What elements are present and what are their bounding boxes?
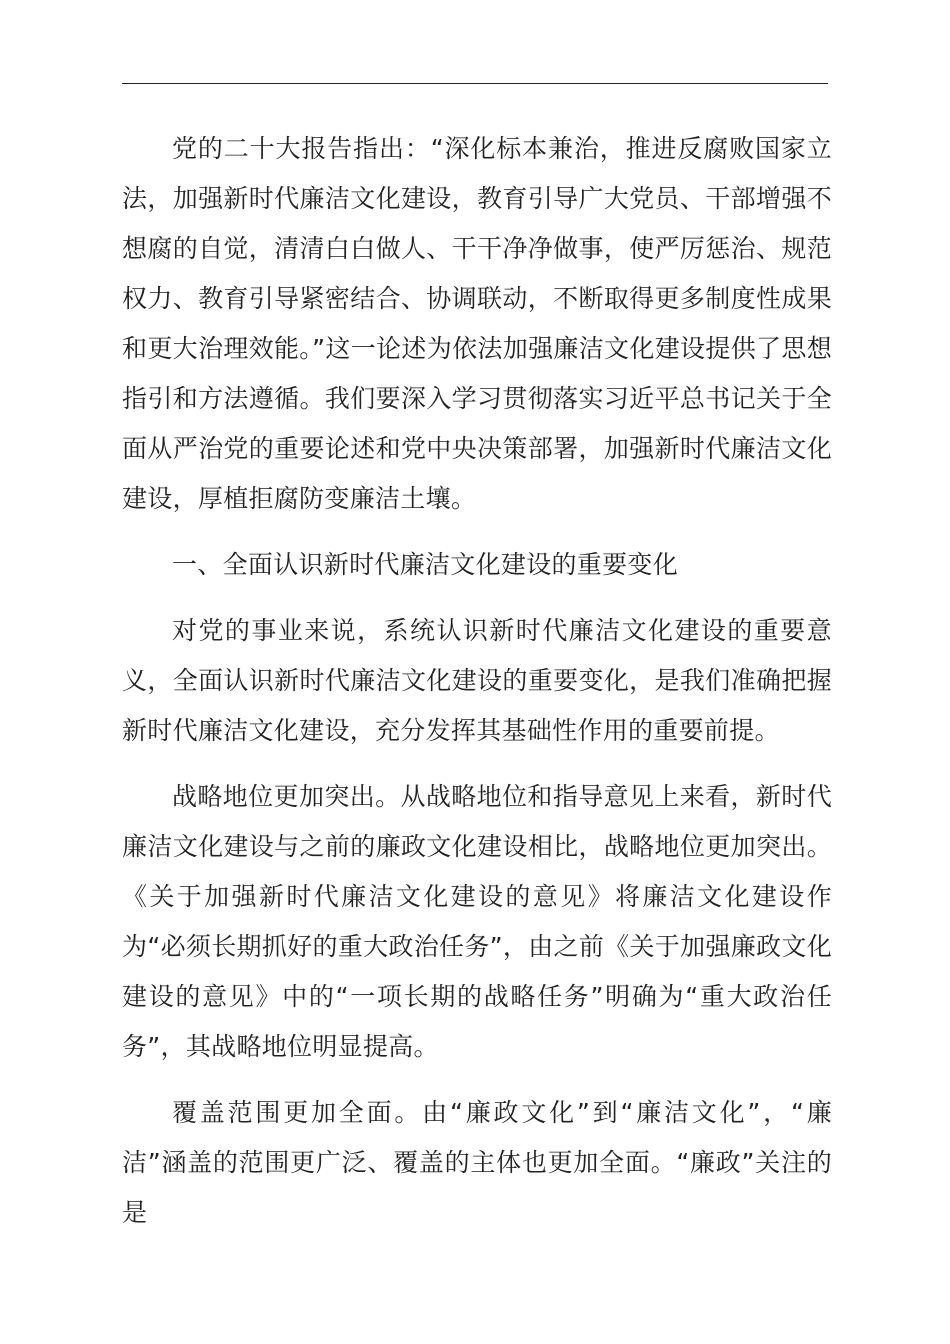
- paragraph-coverage: 覆盖范围更加全面。由“廉政文化”到“廉洁文化”，“廉洁”涵盖的范围更广泛、覆盖的主体也更加全面。“廉政”关注的是: [122, 1098, 832, 1227]
- paragraph-intro: 党的二十大报告指出：“深化标本兼治，推进反腐败国家立法，加强新时代廉洁文化建设，教育引导广大党员、干部增强不想腐的自觉，清清白白做人、干干净净做事，使严厉惩治、规范权力、教育引导紧密结合、协调联动，不断取得更多制度性成果和更大治理效能。”这一论述为依法加强廉洁文化建设提供了思想指引和方法遵循。我们要深入学习贯彻落实习近平总书记关于全面从严治党的重要论述和党中央决策部署，加强新时代廉洁文化建设，厚植拒腐防变廉洁土壤。: [122, 134, 832, 513]
- paragraph-significance: 对党的事业来说，系统认识新时代廉洁文化建设的重要意义，全面认识新时代廉洁文化建设的重要变化，是我们准确把握新时代廉洁文化建设，充分发挥其基础性作用的重要前提。: [122, 616, 832, 745]
- document-body: [122, 124, 832, 1254]
- header-rule: [122, 83, 828, 84]
- paragraph-strategic-position: 战略地位更加突出。从战略地位和指导意见上来看，新时代廉洁文化建设与之前的廉政文化建设相比，战略地位更加突出。《关于加强新时代廉洁文化建设的意见》将廉洁文化建设作为“必须长期抓好的重大政治任务”，由之前《关于加强廉政文化建设的意见》中的“一项长期的战略任务”明确为“重大政治任务”，其战略地位明显提高。: [122, 782, 832, 1061]
- section-heading: 一、全面认识新时代廉洁文化建设的重要变化: [172, 550, 679, 579]
